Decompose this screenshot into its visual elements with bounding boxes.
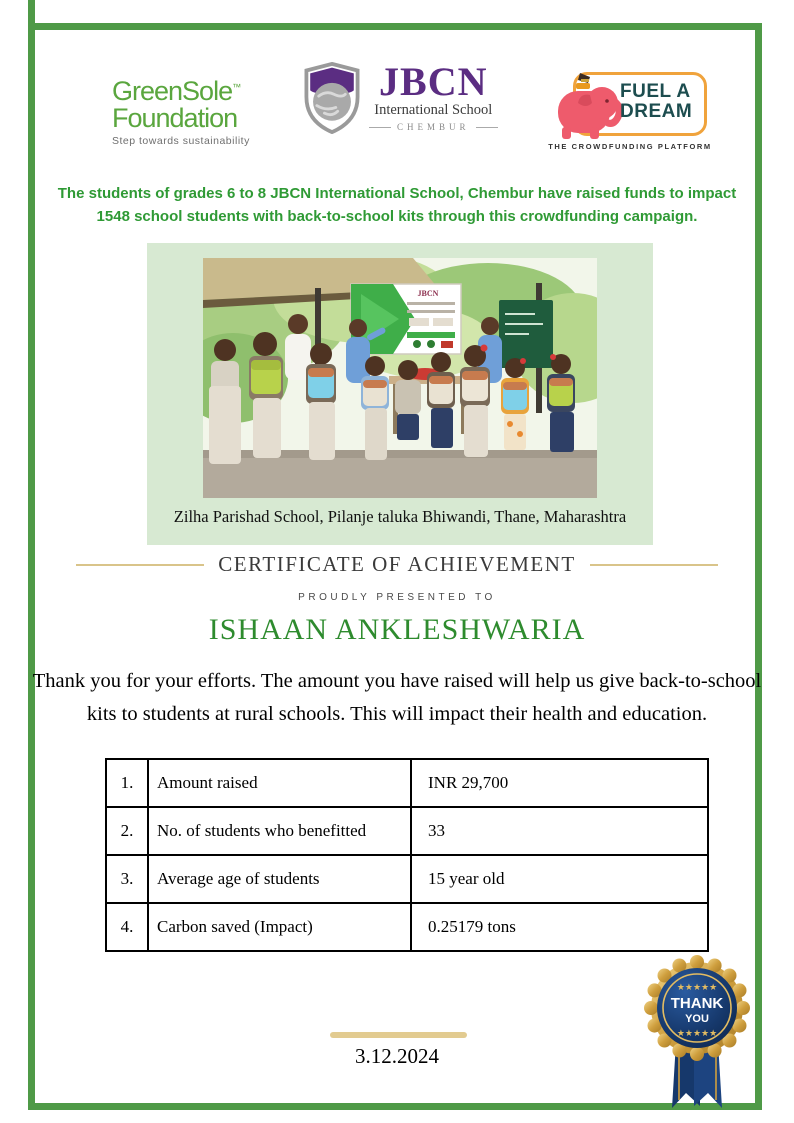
chembur-right-dash <box>476 127 498 128</box>
svg-text:JBCN: JBCN <box>417 289 439 298</box>
certificate-title-row <box>0 552 794 577</box>
jbcn-school-logo <box>303 59 503 134</box>
fuel-a-dream-frame <box>573 72 707 136</box>
table-row <box>106 759 708 807</box>
fuel-a-dream-wordmark: FUEL A DREAM <box>620 81 693 122</box>
certificate-date: 3.12.2024 <box>355 1044 439 1068</box>
trademark-symbol: ™ <box>232 82 241 92</box>
badge-text <box>671 982 724 1038</box>
row-number: 3. <box>106 855 148 903</box>
logos-row <box>40 59 754 162</box>
presented-to-label: PROUDLY PRESENTED TO <box>298 592 496 603</box>
table-row <box>106 903 708 951</box>
recipient-name: ISHAAN ANKLESHWARIA <box>208 613 586 646</box>
date-divider-line <box>330 1032 467 1038</box>
jbcn-shield-globe-icon <box>303 62 361 134</box>
photo-panel <box>147 243 653 545</box>
row-label: No. of students who benefitted <box>148 807 411 855</box>
row-value: 15 year old <box>411 855 708 903</box>
table-row <box>106 807 708 855</box>
row-label: Average age of students <box>148 855 411 903</box>
photo-caption: Zilha Parishad School, Pilanje taluka Bhiwandi, Thane, Maharashtra <box>173 507 627 526</box>
title-left-line <box>76 564 204 566</box>
jbcn-school-name: International School <box>374 102 493 118</box>
row-number: 4. <box>106 903 148 951</box>
badge-you: YOU <box>685 1013 709 1025</box>
jbcn-acronym: JBCN <box>379 59 488 104</box>
row-value: 0.25179 tons <box>411 903 708 951</box>
row-value: 33 <box>411 807 708 855</box>
certificate-title: CERTIFICATE OF ACHIEVEMENT <box>218 552 576 576</box>
row-number: 1. <box>106 759 148 807</box>
title-right-line <box>590 564 718 566</box>
row-value: INR 29,700 <box>411 759 708 807</box>
row-label: Carbon saved (Impact) <box>148 903 411 951</box>
greensole-foundation-logo <box>112 78 282 147</box>
fuel-a-dream-logo <box>545 72 715 151</box>
greensole-foundation-word: Foundation <box>112 103 238 133</box>
jbcn-campus-row <box>369 122 498 132</box>
greensole-wordmark: GreenSole™ <box>112 76 241 106</box>
badge-stars-top: ★★★★★ <box>676 982 718 992</box>
intro-paragraph: The students of grades 6 to 8 JBCN International School, Chembur have raised funds to impact 1548 school students with back-to-school kits through this crowdfunding campaign. <box>57 185 737 226</box>
school-photo-illustration <box>203 258 597 498</box>
row-label: Amount raised <box>148 759 411 807</box>
jbcn-campus: CHEMBUR <box>397 122 470 132</box>
chembur-left-dash <box>369 127 391 128</box>
row-number: 2. <box>106 807 148 855</box>
impact-table <box>105 758 709 952</box>
greensole-tagline: Step towards sustainability <box>112 135 250 147</box>
frame-border-top <box>28 23 762 30</box>
elephant-piggybank-icon <box>550 61 628 147</box>
badge-stars-bottom: ★★★★★ <box>676 1028 718 1038</box>
thank-you-badge <box>634 950 760 1120</box>
thank-you-message: Thank you for your efforts. The amount you have raised will help us give back-to-school kits to students at rural schools. This will impact their health and education. <box>32 670 762 725</box>
badge-thank: THANK <box>670 995 724 1012</box>
table-row <box>106 855 708 903</box>
fuel-a-dream-tagline: THE CROWDFUNDING PLATFORM <box>548 142 712 151</box>
